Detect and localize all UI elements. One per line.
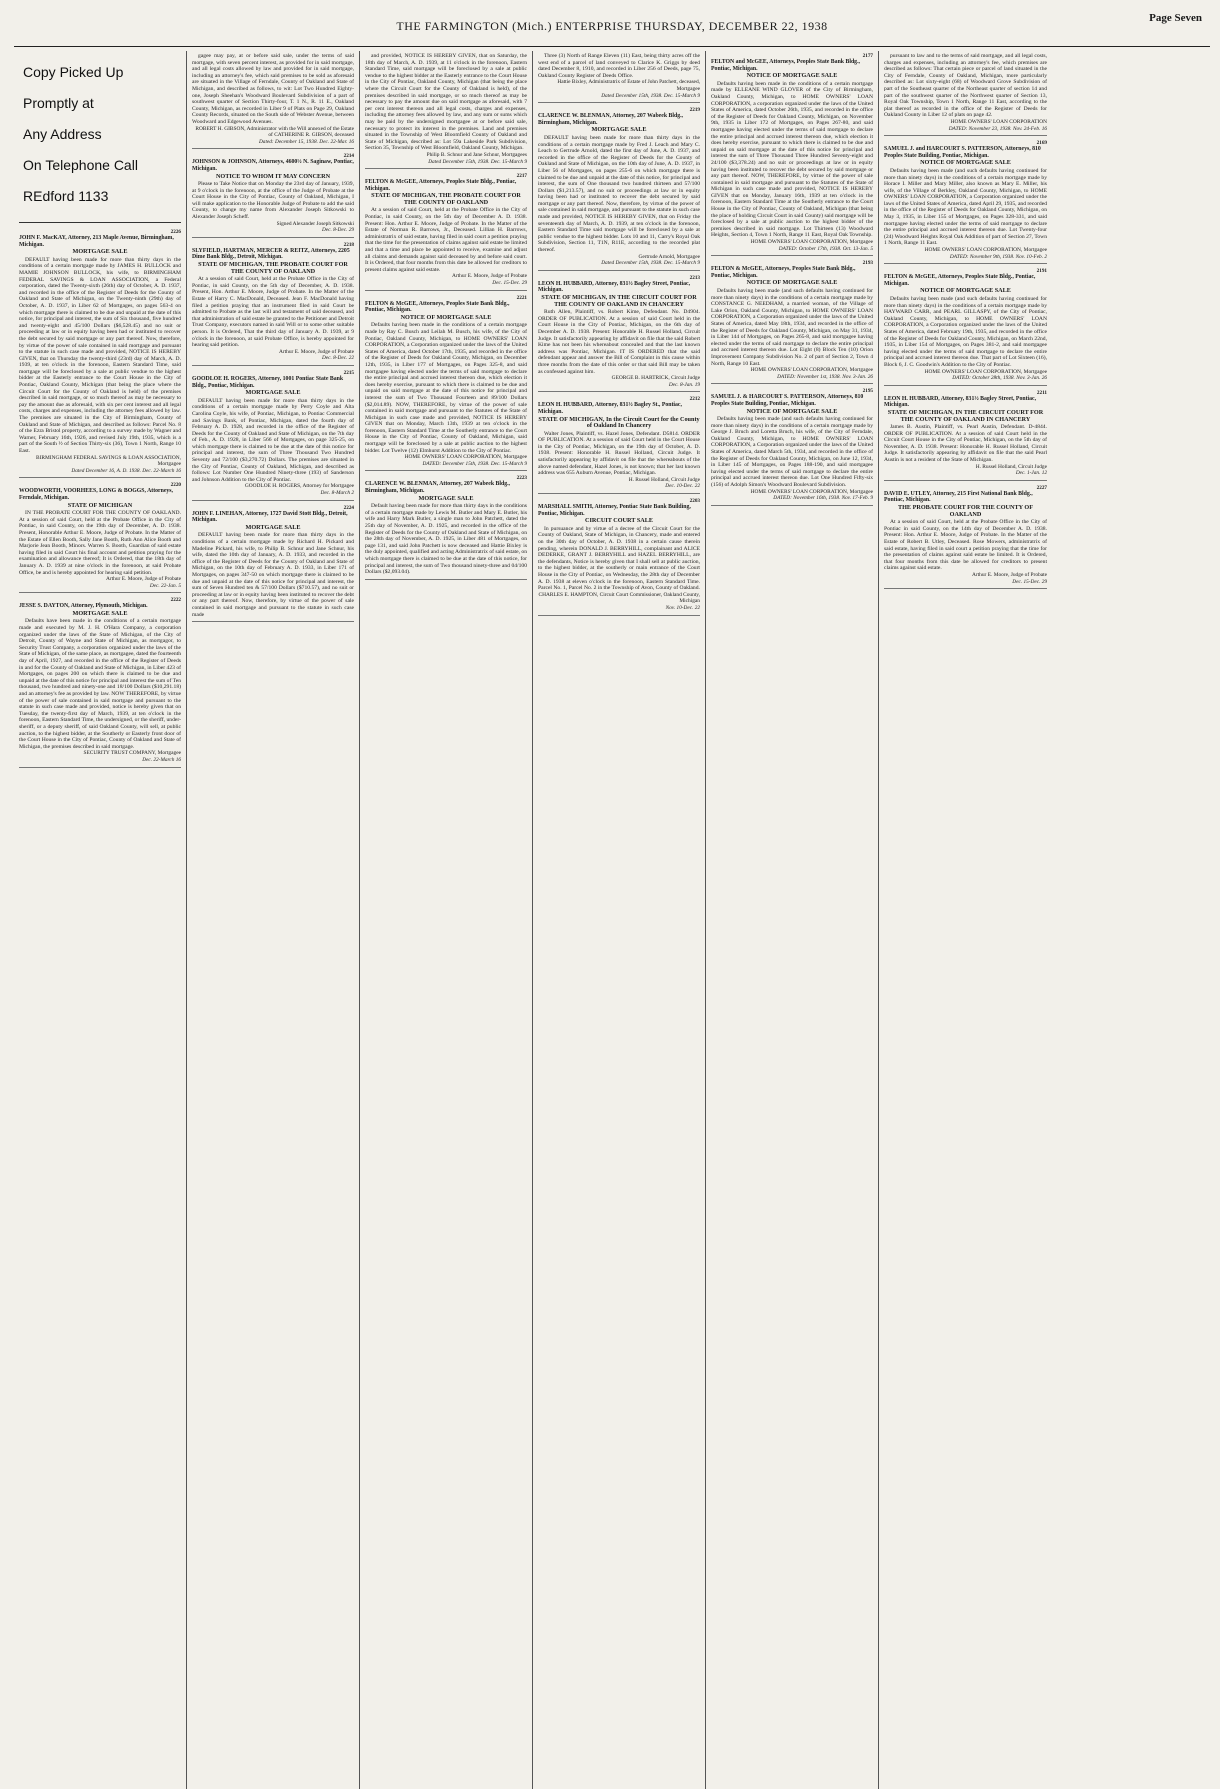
notice-date: Dated December 15th, 1938. Dec. 15-March 9 xyxy=(601,92,700,99)
notice-number: 2217 xyxy=(516,173,527,180)
notice-attorney: LEON H. HUBBARD, Attorney, 831½ Bagley St., Pontiac, Michigan. xyxy=(538,402,682,415)
notice-date: Dec. 22-Jan. 5 xyxy=(149,582,181,589)
notice-title: MORTGAGE SALE xyxy=(591,126,647,134)
notice-title: NOTICE OF MORTGAGE SALE xyxy=(920,287,1011,295)
notice-body: Defaults have been made in the conditions of a certain mortgage made and executed by M. J. H. O'Hara Company, a corporation organized under the laws of the State of Michigan, of the City of Detroit, County of Wayne and State of Michigan, as mortgagor, to Security Trust Company, a corporation organized under the laws of the State of Michigan, of the same place, as mortgagee, dated the fourteenth day of April, 1927, and recorded in the office of the Register of Deeds in and for the County of Oakland and State of Michigan, in Liber 423 of Mortgages, on pages 200 on which there is claimed to be due and unpaid at the date of this notice for principal and interest the sum of Ten thousand, two hundred and ninety-one and 18/100 Dollars ($10,291.18) and an attorney's fee as provided by law. NOW THEREFORE, by virtue of the power of sale contained in said mortgage and pursuant to the statute in such case made and provided, notice is hereby given that on Tuesday, the twenty-first day of March, 1939, at ten o'clock in the forenoon, Eastern Standard Time, the undersigned, or the sheriff, under-sheriff, or a deputy sheriff, of said Oakland County, will sell, at public auction, to the highest bidder, at the Southerly or Easterly front door of the Court House in the City of Pontiac, County of Oakland and State of Michigan, the premises described in said mortgage. xyxy=(19,618,181,750)
notice-body: Defaults having been made (and such defaults having continued for more than ninety days) in the conditions of a certain mortgage made by CONSTANCE G. NEEDHAM, a married woman, of the Village of Lake Orion, Oakland County, Michigan, to HOME OWNERS' LOAN CORPORATION, a Corporation organized under the laws of the United States of America, dated May 18th, 1934, and recorded in the office of the Register of Deeds for Oakland County, Michigan, on May 31, 1934, in Liber 144 of Mortgages, on Pages 265-8, and said mortgagee having elected under the terms of said mortgage to declare the entire principal and accrued interest thereon due. Lot Eight (8) Block Ten (10) Orion Improvement Company Subdivision No. 2 of part of Section 2, Town 4 North, Range 10 East. xyxy=(711,288,873,367)
notice-signature: CHARLES E. HAMPTON, Circuit Court Commissioner, Oakland County, Michigan xyxy=(538,591,700,605)
legal-notice xyxy=(365,51,527,169)
notice-date: Dec. 8-Dec. 29 xyxy=(321,227,354,234)
notice-title: STATE OF MICHIGAN, IN THE CIRCUIT COURT FOR THE COUNTY OF OAKLAND IN CHANCERY xyxy=(887,408,1044,423)
notice-title: STATE OF MICHIGAN xyxy=(67,501,133,509)
notice-title: STATE OF MICHIGAN, IN THE CIRCUIT COURT FOR THE COUNTY OF OAKLAND IN CHANCERY xyxy=(541,294,697,308)
notice-title: NOTICE OF MORTGAGE SALE xyxy=(746,72,838,80)
legal-notice xyxy=(884,266,1047,386)
notice-date: Dec. 8-March 2 xyxy=(320,490,354,497)
notice-body: Defaults having been made (and such defaults having continued for more than ninety days) in the conditions of a certain mortgage made by George J. Bruch and Loretta Bruch, his wife, of the City of Ferndale, Oakland County, Michigan, to HOME OWNERS' LOAN CORPORATION, a Corporation organized under the laws of the United States of America, dated March 5th, 1934, and recorded in the office of the Register of Deeds for Oakland County, Michigan, on June 12, 1934, in Liber 145 of Mortgages, on Pages 188-190, and said mortgagee having elected under the terms of said mortgage to declare the entire principal and accrued interest thereon due. Lot One Hundred Fifty-six (156) of Adolph Simon's Woodward Boulevard Subdivision. xyxy=(711,416,873,489)
notice-signature: ROBERT H. GIBSON, Administrator with the Will annexed of the Estate of CATHERINE R. GIBSON, deceased xyxy=(195,125,354,139)
notice-signature: GEORGE B. HARTRICK, Circuit Judge xyxy=(611,375,700,382)
notice-attorney: LEON H. HUBBARD, Attorney, 831½ Bagley Street, Pontiac, Michigan. xyxy=(538,280,691,294)
legal-notice xyxy=(711,258,873,384)
copy-ad-line2: Promptly at xyxy=(23,95,94,111)
legal-notice xyxy=(538,105,700,271)
notice-title: THE PROBATE COURT FOR THE COUNTY OF OAKLAND xyxy=(897,504,1033,518)
notice-signature: BIRMINGHAM FEDERAL SAVINGS & LOAN ASSOCIATION, Mortgagee xyxy=(36,454,181,468)
notice-attorney: FELTON & McGEE, Attorneys, Peoples State Bank Bldg., Pontiac, Michigan. xyxy=(711,266,856,279)
notice-number: 2215 xyxy=(343,369,354,376)
notice-body: and provided, NOTICE IS HEREBY GIVEN, that on Saturday, the 18th day of March, A. D. 1939, at 11 o'clock in the forenoon, Eastern Standard Time, said mortgage will be foreclosed by a sale at public vendue to the highest bidder at the Easterly entrance to the Court House in the City of Pontiac, Oakland County, Michigan (that being the place where the Circuit Court for the County of Oakland is held), of the premises described in said mortgage, or so much thereof as may be necessary to pay the amount due on said mortgage as aforesaid, with 7 per cent interest thereon and all legal costs, charges and expenses, including the attorney fees allowed by law, and any sum or sums which may be paid by the undersigned mortgagee at or before said sale, necessary to protect its interest in the premises. Land and premises situated in the Township of West Bloomfield County of Oakland and State of Michigan, described as: Lot 59a Lakeside Park Subdivision, Section 35, Township of West Bloomfield, Oakland County, Michigan. xyxy=(365,53,527,152)
notice-body: Defaults having been made in the conditions of a certain mortgage made by Ray C. Busch and Leilah M. Busch, his wife, of the City of Pontiac, Oakland County, Michigan, to HOME OWNERS' LOAN CORPORATION, a Corporation organized under the laws of the United States of America, dated October 17th, 1935, and recorded in the office of the Register of Deeds for Oakland County, Michigan, on December 12th, 1935, in Liber 177 of Mortgages, on Pages 325-8, and said mortgagee having elected under the terms of said mortgage to declare the entire principal and accrued interest thereon due, which election it does hereby exercise, pursuant to which there is claimed to be due and unpaid on said mortgage at the date of this notice for principal and interest the sum of Two Thousand Fourteen and 89/100 Dollars ($2,014.89). NOW, THEREFORE, by virtue of the power of sale contained in said mortgage and pursuant to the Statutes of the State of Michigan in such case made and provided, NOTICE IS HEREBY GIVEN that on Monday, March 13th, 1939 at ten o'clock in the forenoon, Eastern Standard Time at the Southerly entrance to the Court House in the City of Pontiac, County of Oakland, Michigan, said mortgage will be foreclosed by a sale at public auction to the highest bidder. Lot Twelve (12) Elmhurst Addition to the City of Pontiac. xyxy=(365,322,527,454)
legal-notice xyxy=(711,51,873,256)
notice-number: 2191 xyxy=(1036,268,1047,275)
notice-date: DATED: November 23, 1938. Nov. 24-Feb. 16 xyxy=(948,125,1047,132)
notice-number: 2227 xyxy=(1036,484,1047,491)
notice-number: 2220 xyxy=(170,482,181,489)
notice-signature: H. Russel Holland, Circuit Judge xyxy=(975,463,1047,470)
notice-date: Dec. 10-Dec. 22 xyxy=(665,483,700,490)
notice-number: 2169 xyxy=(1036,140,1047,147)
notice-body: At a session of said Court, held at the Probate Office in the City of Pontiac, in said County, on the 5th day of December A. D. 1938. Present: Hon. Arthur E. Moore, Judge of Probate. In the Matter of the Estate of Norman R. Barrows, Jr., Deceased. Lillian H. Barrows, administratrix of said estate, having filed in said court a petition praying that the time for the presentation of claims against said estate be limited and that a time and place be appointed to receive, examine and adjust all claims and demands against said deceased by and before said court. It is Ordered, that four months from this date be allowed for creditors to present claims against said estate. xyxy=(365,207,527,273)
notice-title: MORTGAGE SALE xyxy=(245,389,301,397)
notice-attorney: FELTON & McGEE, Attorneys, Peoples State Bldg., Pontiac, Michigan. xyxy=(365,179,517,192)
notice-title: NOTICE OF MORTGAGE SALE xyxy=(920,159,1011,167)
notice-title: MORTGAGE SALE xyxy=(245,523,301,531)
columns xyxy=(14,51,1210,1789)
notice-attorney: JESSE S. DAYTON, Attorney, Plymouth, Michigan. xyxy=(19,603,148,610)
notice-title: NOTICE OF MORTGAGE SALE xyxy=(746,279,838,287)
notice-date: DATED: October 28th, 1938. Nov. 3-Jan. 26 xyxy=(952,375,1047,382)
copy-ad-line4: On Telephone Call xyxy=(23,157,138,173)
notice-attorney: CLARENCE W. BLENMAN, Attorney, 207 Wabeek Bldg., Birmingham, Michigan. xyxy=(538,113,683,126)
legal-notice xyxy=(365,293,527,472)
legal-notice xyxy=(192,368,354,501)
notice-body: In pursuance and by virtue of a decree of the Circuit Court for the County of Oakland, State of Michigan, in Chancery, made and entered on the 30th day of October, A. D. 1938 in a certain cause therein pending, wherein DONALD J. BERRYHILL, complainant and ALICE DEDERKE, GRANT J. BERRYHILL and HAZEL BERRYHILL, are the defendants, Notice is hereby given that I shall sell at public auction, to the highest bidder, at the southerly or main entrance of the Court House in the City of Pontiac, on Wednesday, the 28th day of December A. D. 1938 at eleven o'clock in the forenoon, Eastern Standard Time. Parcel No. 1, Parcel No. 2 in the Township of Avon, County of Oakland. xyxy=(538,525,700,592)
notice-body: At a session of said Court, held at the Probate Office in the City of Pontiac in said County, on the 14th day of December A. D. 1938. Present: Hon. Arthur E. Moore, Judge of Probate. In the Matter of the Estate of Robert B. Utley, Deceased. Rose Mowers, administratrix of said estate, having filed in said court a petition praying that the time for the presentation of claims against said estate be limited. It is Ordered, that four months from this date be allowed for creditors to present claims against said estate. xyxy=(884,519,1047,572)
notice-date: DATED: October 17th, 1938. Oct. 13-Jan. 5 xyxy=(778,245,873,252)
legal-notice xyxy=(365,473,527,579)
notice-title: MORTGAGE SALE xyxy=(72,248,128,256)
notice-signature: Gertrude Arnold, Mortgagee xyxy=(638,253,700,260)
notice-date: DATED: November 16th, 1938. Nov. 17-Feb. 9 xyxy=(773,495,873,502)
notice-date: Dec. 8-Jan. 19 xyxy=(668,381,700,388)
notice-title: MORTGAGE SALE xyxy=(418,494,474,502)
notice-number: 2195 xyxy=(862,388,873,395)
notice-number: 2212 xyxy=(689,396,700,403)
legal-notice xyxy=(538,394,700,494)
notice-signature: Arthur E. Moore, Judge of Probate xyxy=(971,571,1047,578)
column-6 xyxy=(879,51,1052,1789)
notice-date: DATED: November 1st, 1938. Nov. 3-Jan. 26 xyxy=(777,373,873,380)
notice-body: DEFAULT having been made for more than thirty days in the conditions of a certain mortgage made by JAMES H. BULLOCK and MAMIE JOHNSON BULLOCK, his wife, to BIRMINGHAM FEDERAL SAVINGS & LOAN ASSOCIATION, a Federal corporation, dated the Twenty-sixth (26th) day of October, A. D. 1937, and recorded in the office of the Register of Deeds for the County of Oakland and State of Michigan, on the Twenty-ninth (29th) day of October, A. D. 1937, in Liber 62 of Mortgages, on pages 563-4 on which mortgage there is claimed to be due and unpaid at the date of this notice, for principal and interest, the sum of Six thousand, five hundred and twenty-eight and 45/100 Dollars ($6,528.45) and no suit or proceeding at law or in equity having been had or instituted to recover the debt secured by said mortgage or any part thereof. Now, therefore, by virtue of the power of sale contained in said mortgage and pursuant to the statute in such case made and provided, NOTICE IS HEREBY GIVEN, that on Thursday the twenty-third (23rd) day of March, A. D. 1939, at ten o'clock in the forenoon, Eastern Standard Time, said mortgage will be foreclosed by a sale at public vendue to the highest bidder at the Easterly entrance to the Court House in the City of Pontiac, Oakland County, Michigan (that being the place where the Circuit Court for the County of Oakland is held) of the premises described in said mortgage, or so much thereof as may be necessary to pay the amount due as aforesaid, with six per cent interest and all legal costs, charges and expenses, including the attorney fees allowed by law. The premises are situated in the City of Birmingham, County of Oakland and State of Michigan, and described as follows: Parcel No. 8 of the Ezra Bristol property, according to a survey made by Wagner and Warner, February 16th, 1926, and revised July 19th, 1935, which is a part of the South ½ of Section Thirty-six (36), Town 1 North, Range 10 East. xyxy=(19,256,181,454)
notice-date: Nov. 10-Dec. 22 xyxy=(665,604,700,611)
legal-notice xyxy=(192,51,354,149)
notice-body: DEFAULT having been made for more than thirty days in the conditions of a certain mortgage made by Perry Coyle and Alta Carolina Coyle, his wife, of Pontiac, Michigan, to Pontiac Commercial and Savings Bank, of Pontiac, Michigan, dated the fourth day of February A. D. 1928, and recorded in the office of the Register of Deeds for the County of Oakland and State of Michigan, on the 7th day of Feb., A. D. 1928, in Liber 566 of Mortgages, on page 325-25, on which mortgage there is claimed to be due at the date of this notice for principal and interest, the sum of Three Thousand Two Hundred Seventy and 72/100 ($3,270.72) Dollars. The premises are situated in the City of Pontiac, County of Oakland, Michigan, and described as follows: Lot Number One Hundred Ninety-three (193) of Sanderson and Johnson Addition to the City of Pontiac. xyxy=(192,397,354,483)
legal-notice xyxy=(884,388,1047,481)
notice-signature: HOME OWNERS' LOAN CORPORATION, Mortgagee xyxy=(750,367,873,374)
notice-number: 2224 xyxy=(343,504,354,511)
notice-title: NOTICE OF MORTGAGE SALE xyxy=(400,313,492,321)
notice-date: Dec. 1-Jan. 12 xyxy=(1015,470,1047,477)
notice-number: 2214 xyxy=(343,153,354,160)
legal-notice xyxy=(884,51,1047,136)
copy-ad-line1: Copy Picked Up xyxy=(23,64,124,80)
notice-body: Three (3) North of Range Eleven (11) East, being thirty acres off the west end of a parcel of land conveyed to Clarice K. Griggs by deed dated December 8, 1910, and recorded in Liber 256 of Deeds, page 75, Oakland County Register of Deeds Office. xyxy=(538,53,700,79)
notice-attorney: WOODWORTH, VOORHEES, LONG & BOGGS, Attorneys, Ferndale, Michigan. xyxy=(19,488,174,501)
notice-signature: Arthur E. Moore, Judge of Probate xyxy=(105,576,181,583)
notice-body: Default having been made for more than thirty days in the conditions of a certain mortgage made by Lewis M. Butler and Mary E. Butler, his wife and Harry Mark Butler, a single man to John Patchett, dated the 25th day of November, A. D. 1925, and recorded in the office of the Register of Deeds for the County of Oakland and State of Michigan, on the 28th day of November, A. D. 1925, in Liber 481 of Mortgages, on page 131, and said John Patchett is now deceased and Hattie Bixley is the duly appointed, qualified and acting Administratrix of said estate, on which mortgage there is claimed to be due at the date of this notice, for principal and interest, the sum of Two thousand ninety-three and 04/100 Dollars ($2,093.04). xyxy=(365,503,527,576)
notice-date: Dated: December 15, 1938. Dec. 22-Mar. 16 xyxy=(258,138,354,145)
notice-attorney: SLYFIELD, HARTMAN, MERCER & REITZ, Attorneys, 2205 Dime Bank Bldg., Detroit, Michigan. xyxy=(192,247,350,261)
notice-signature: SECURITY TRUST COMPANY, Mortgagee xyxy=(83,750,181,757)
notice-date: Dec. 22-March 16 xyxy=(142,756,181,763)
masthead-title: THE FARMINGTON (Mich.) ENTERPRISE THURSDAY, DECEMBER 22, 1938 xyxy=(396,18,828,33)
notice-date: Dec. 15-Dec. 29 xyxy=(1012,578,1047,585)
notice-body: DEFAULT having been made for more than thirty days in the conditions of a certain mortgage made by Fred J. Leach and Mary C. Leach to Gertrude Arnold, dated the first day of June, A. D. 1937, and recorded in the office of the Register of Deeds for the County of Oakland and State of Michigan, on the 10th day of June, A. D. 1937, in Liber 56 of Mortgages, on pages 255-6 on which mortgage there is claimed to be due and unpaid at the date of this notice, for principal and interest, the sum of One thousand two hundred thirteen and 57/100 Dollars ($1,213.57), and no suit or proceedings at law or in equity having been had or instituted to recover the debt secured by said mortgage or any part thereof. Now, therefore, by virtue of the power of sale contained in said mortgage, and pursuant to the statute in such case made and provided, NOTICE IS HEREBY GIVEN, that on Friday the seventeenth day of March, A. D. 1939, at ten o'clock in the forenoon, Eastern Standard Time said mortgage will be foreclosed by a sale at public vendue to the highest bidder. Lots 10 and 11, Carry's Royal Oak Subdivision, Section 11, T1N, R11E, according to the recorded plat thereof. xyxy=(538,134,700,254)
legal-notice xyxy=(538,51,700,103)
legal-notice xyxy=(192,503,354,623)
notice-number: 2223 xyxy=(516,475,527,482)
notice-number: 2226 xyxy=(170,229,181,235)
notice-date: Dated December 16, A. D. 1938. Dec. 22-March 16 xyxy=(71,467,181,474)
notice-signature: HOME OWNERS' LOAN CORPORATION, Mortgagee xyxy=(750,239,873,246)
legal-notice xyxy=(19,227,181,478)
notice-attorney: FELTON & McGEE, Attorneys, Peoples State Bank Bldg., Pontiac, Michigan. xyxy=(365,300,510,314)
notice-number: 2193 xyxy=(862,260,873,267)
notice-title: NOTICE OF MORTGAGE SALE xyxy=(746,407,838,415)
notice-number: 2222 xyxy=(170,597,181,604)
notice-title: STATE OF MICHIGAN, THE PROBATE COURT FOR THE COUNTY OF OAKLAND xyxy=(198,261,348,275)
notice-body: At a session of said Court, held at the Probate Office in the City of Pontiac, in said County, on the 5th day of December, A. D. 1938. Present, Hon. Arthur E. Moore, Judge of Probate. In the Matter of the Estate of Harry C. MacDonald, Deceased. Jean F. MacDonald having filed a petition praying that an instrument filed in said Court be admitted to Probate as the last will and testament of said deceased, and that administration of said estate be granted to the Petitioner and Detroit Trust Company, executors named in said Will or to some other suitable person. It is Ordered, That the third day of January A. D. 1939, at 9 o'clock in the forenoon, at said Probate Office, is hereby appointed for hearing said petition. xyxy=(192,276,354,349)
notice-attorney: GOODLOE H. ROGERS, Attorney, 1001 Pontiac State Bank Bldg., Pontiac, Michigan. xyxy=(192,375,344,389)
notice-number: 2221 xyxy=(516,294,527,301)
copy-pickup-ad xyxy=(19,51,181,223)
notice-body: Ruth Allen, Plaintiff, vs. Robert Kime, Defendant. No. D4904. ORDER OF PUBLICATION. At a session of said Court held in the Court House in the City of Pontiac, Michigan, on the 6th day of December A. D. 1938. Present: Honorable H. Russel Holland, Circuit Judge. It satisfactorily appearing by affidavit on file that the said Robert Kime has not been his whereabout concealed and that the last known address was Pontiac, Michigan. IT IS ORDERED that the said defendant appear and answer the Bill of Complaint in this cause within three months from the date of this order or that said Bill may be taken as confessed against him. xyxy=(538,309,700,375)
notice-signature: Arthur E. Moore, Judge of Probate xyxy=(451,273,527,280)
legal-notice xyxy=(192,151,354,238)
notice-title: STATE OF MICHIGAN, THE PROBATE COURT FOR THE COUNTY OF OAKLAND xyxy=(371,192,521,206)
notice-body: pursuant to law and to the terms of said mortgage, and all legal costs, charges and expenses, including an attorney's fee, which premises are described as follows: That certain piece or parcel of land situated in the City of Ferndale, County of Oakland, Michigan, more particularly described as: Lot sixty-eight (68) of Woodward Grove Subdivision of part of the Southeast quarter of the Northeast quarter of section 14 and part of the southwest quarter of the Northwest quarter of Section 13, Royal Oak Township, Town 1 North, Range 11 East, according to the plat thereof as recorded in the office of the Register of Deeds for Oakland County in Liber 12 of plats on page 42. xyxy=(884,53,1047,119)
notice-attorney: JOHN F. MacKAY, Attorney, 213 Maple Avenue, Birmingham, Michigan. xyxy=(19,235,174,248)
legal-notice xyxy=(19,595,181,767)
notice-date: DATED: December 15th, 1938. Dec. 15-March 9 xyxy=(422,460,527,467)
notice-title: CIRCUIT COURT SALE xyxy=(585,517,653,525)
legal-notice xyxy=(365,171,527,291)
notice-body: DEFAULT having been made for more than thirty days in the conditions of a certain mortgage made by Richard H. Pickard and Madeline Pickard, his wife, to Philip B. Schnur and Jane Schnur, his wife, dated the 10th day of January, A. D. 1933, and recorded in the office of the Register of Deeds for the County of Oakland and State of Michigan, on the 10th day of February A. D. 1933, in Liber 171 of Mortgages, on pages 347-50 on which mortgage there is claimed to be due and unpaid at the date of this notice for principal and interest, the sum of Seven Hundred ten & 57/100 Dollars ($710.57), and no suit or proceeding at law or in equity having been instituted to recover the debt or any part thereof. Now, therefore, by virtue of the power of sale contained in said mortgage and pursuant to the statute in such case made xyxy=(192,532,354,618)
notice-body: IN THE PROBATE COURT FOR THE COUNTY OF OAKLAND. At a session of said Court, held at the Probate Office in the City of Pontiac, in said County, on the 19th day of December, A. D. 1938. Present, Honorable Arthur E. Moore, Judge of Probate. In the Matter of the Estate of Ellen Booth, Sally Jane Booth, Ruth Ann Alice Booth and Marjorie Jean Booth, Minors. Warren S. Booth, Guardian of said estate having filed in said Court his final account and petition praying for the examination and allowance thereof; It is Ordered, that the 18th day of January A. D. 1939 at nine o'clock in the forenoon, at said Probate Office, be and is hereby appointed for hearing said petition. xyxy=(19,510,181,576)
notice-signature: H. Russel Holland, Circuit Judge xyxy=(628,476,700,483)
notice-number: 2203 xyxy=(689,498,700,505)
notice-date: DATED: November 9th, 1938. Nov. 10-Feb. 2 xyxy=(949,253,1047,260)
notice-title: STATE OF MICHIGAN, In the Circuit Court for the County of Oakland In Chancery xyxy=(538,415,700,430)
notice-attorney: LEON H. HUBBARD, Attorney, 831½ Bagley Street, Pontiac, Michigan. xyxy=(884,395,1037,409)
notice-signature: Hattie Bixley, Administratrix of Estate of John Patchett, deceased, Mortgagee xyxy=(557,79,700,92)
notice-signature: GOODLOE H. ROGERS, Attorney for Mortgagee xyxy=(244,483,354,490)
notice-number: 2213 xyxy=(689,274,700,281)
notice-attorney: CLARENCE W. BLENMAN, Attorney, 207 Wabeek Bldg., Birmingham, Michigan. xyxy=(365,481,510,495)
legal-notice xyxy=(711,386,873,506)
notice-body: gagee may pay, at or before said sale, under the terms of said mortgage, with seven percent interest, as provided for in said mortgage, and all legal costs allowed by law and provided for in said mortgage, including an attorney's fee, which said premises to be sold as aforesaid are situated in the Village of Ferndale, County of Oakland and State of Michigan, and described as follows, to wit: Lot Two Hundred Eighty-one, Joseph Sheehan's Woodward Boulevard Subdivision of a part of southwest quarter of Section Thirty-four, T. 1 N., R. 11 E., Oakland County, Michigan, as recorded in Liber 9 of Plats on Page 29, Oakland County Records, situated on the South side of Webster Avenue, between Woodward and Edgewood Avenues. xyxy=(192,53,354,125)
notice-signature: Philip B. Schnur and Jane Schnur, Mortgagees xyxy=(426,151,527,158)
page-number: Page Seven xyxy=(1149,12,1202,24)
notice-attorney: SAMUEL J. & HARCOURT S. PATTERSON, Attorneys, 810 Peoples State Building, Pontiac, Michigan. xyxy=(711,394,864,407)
notice-signature: Arthur E. Moore, Judge of Probate xyxy=(278,348,354,355)
legal-notice xyxy=(538,496,700,616)
notice-attorney: JOHNSON & JOHNSON, Attorneys, 4600½ N. Saginaw, Pontiac, Michigan. xyxy=(192,159,354,172)
legal-notice xyxy=(884,138,1047,264)
notice-body: Walter Jones, Plaintiff, vs. Hazel Jones, Defendant. D5814. ORDER OF PUBLICATION. At a session of said Court held in the Court House in the City of Pontiac, Michigan, on the 19th day of October, A. D. 1938. Present: Honorable H. Russel Holland, Circuit Judge. It satisfactorily appearing by affidavit on file that the whereabouts of the above named defendant, Hazel Jones, is not known; that her last known address was 655 Auburn Avenue, Pontiac, Michigan. xyxy=(538,430,700,477)
column-1 xyxy=(14,51,187,1789)
notice-body: Defaults having been made (and such defaults having continued for more than ninety days) in the conditions of a certain mortgage made by HAYWARD CARR, and PEARL GILLASPY, of the City of Pontiac, Oakland County, Michigan, to HOME OWNERS' LOAN CORPORATION, a Corporation organized under the laws of the United States of America, dated February 19th, 1935, and recorded in the office of the Register of Deeds for Oakland County, Michigan, on March 22nd, 1935, in Liber 154 of Mortgages, on Pages 381-2, and said mortgagee having elected under the terms of said mortgage to declare the entire principal and accrued interest thereon due. That part of Lot Sixteen (16), Block 6, J. C. Goodwin's Addition to the City of Pontiac. xyxy=(884,296,1047,368)
legal-notice xyxy=(884,483,1047,589)
notice-signature: Signed Alexander Joseph Sitkowski xyxy=(276,220,354,227)
notice-number: 2211 xyxy=(1036,389,1047,396)
masthead xyxy=(14,6,1210,47)
notice-date: Dated December 15th, 1938. Dec. 15-March 9 xyxy=(428,158,527,165)
notice-attorney: MARSHALL SMITH, Attorney, Pontiac State Bank Building, Pontiac, Michigan. xyxy=(538,504,691,517)
notice-date: Dec. 15-Dec. 29 xyxy=(492,280,527,286)
notice-body: Defaults having been made (and such defaults having continued for more than ninety days) in the conditions of a certain mortgage made by Horace I. Miller and Mary Miller, also known as Mary E. Miller, his wife, of the Village of Berkley, Oakland County, Michigan, to HOME OWNERS' LOAN CORPORATION, a Corporation organized under the laws of the United States of America, dated April 29, 1935, and recorded in the office of the Register of Deeds for Oakland County, Michigan, on May 3, 1935, in Liber 155 of Mortgages, on Pages 328-331, and said mortgagee having elected under the terms of said mortgage to declare the entire principal and accrued interest thereon due. Lot Twenty-four (24) Woodward Heights Royal Oak Addition of part of Section 27, Town 1 North, Range 11 East. xyxy=(884,167,1048,247)
notice-title: NOTICE TO WHOM IT MAY CONCERN xyxy=(215,172,331,180)
notice-number: 2218 xyxy=(343,241,354,248)
notice-number: 2177 xyxy=(862,53,873,59)
notice-attorney: JOHN F. LINEHAN, Attorney, 1727 David Stott Bldg., Detroit, Michigan. xyxy=(192,510,348,524)
notice-attorney: SAMUEL J. and HARCOURT S. PATTERSON, Attorneys, 810 Peoples State Building, Pontiac, Michigan. xyxy=(884,146,1041,159)
copy-ad-line3: Any Address xyxy=(23,126,102,142)
column-3 xyxy=(360,51,533,1789)
notice-date: Dec. 8-Dec. 22 xyxy=(321,355,354,362)
legal-notice xyxy=(19,480,181,593)
notice-title: MORTGAGE SALE xyxy=(72,609,128,617)
legal-notice xyxy=(192,240,354,366)
notice-signature: HOME OWNERS' LOAN CORPORATION, Mortgagee xyxy=(750,488,873,495)
column-4 xyxy=(533,51,706,1789)
notice-number: 2219 xyxy=(689,107,700,114)
notice-signature: HOME OWNERS' LOAN CORPORATION xyxy=(950,118,1047,125)
notice-body: James B. Austin, Plaintiff, vs. Pearl Austin, Defendant. D-4844. ORDER OF PUBLICATION. At a session of said Court held in the Circuit Court House in the City of Pontiac, Michigan, on the 5th day of November, A. D. 1938. Present: Honorable H. Russel Holland, Circuit Judge. It satisfactorily appearing by affidavit on file that the said Pearl Austin is not a resident of the State of Michigan. xyxy=(884,424,1047,464)
copy-ad-line5: REdford 1133 xyxy=(23,188,109,204)
notice-date: Dated December 15th, 1938. Dec. 15-March 9 xyxy=(601,260,700,267)
notice-body: Please to Take Notice that on Monday the 23rd day of January, 1939, at 9 o'clock in the forenoon, at the office of the Judge of Probate at the Court House in the City of Pontiac, County of Oakland, Michigan, I will make application to the Honorable Judge of Probate to add the said County, to change my name from Alexander Joseph Sitkowski to Alexander Joseph Scheff. xyxy=(192,181,354,221)
column-2 xyxy=(187,51,360,1789)
column-5 xyxy=(706,51,879,1789)
notice-signature: HOME OWNERS' LOAN CORPORATION, Mortgagee xyxy=(924,247,1047,254)
notice-signature: HOME OWNERS' LOAN CORPORATION, Mortgagee xyxy=(404,454,527,461)
notice-attorney: FELTON & McGEE, Attorneys, Peoples State Bldg., Pontiac, Michigan. xyxy=(884,274,1036,287)
notice-body: Defaults having been made in the conditions of a certain mortgage made by ELLEANE WIND GLOVER of the City of Birmingham, Oakland County, Michigan, to HOME OWNERS' LOAN CORPORATION, a corporation organized under the laws of the United States of America, dated October 26th, 1935, and recorded in the office of the Register of Deeds for Oakland County, Michigan, on November 9th, 1935 in Liber 172 of Mortgages, on Pages 267-80, and said mortgagee having elected under the terms of said mortgage to declare the entire principal and accrued interest thereon due, which election it does hereby exercise, pursuant to which there is claimed to be due and unpaid on said mortgage at the date of this notice for principal and interest the sum of Three Thousand Three Hundred Seventy-eight and 24/100 ($3,378.24) and no suit or proceedings at law or in equity having been instituted to recover the debt secured by said mortgage or any part thereof. NOW, THEREFORE, by virtue of the power of sale contained in said mortgage and pursuant to the Statutes of the State of Michigan in such case made and provided, NOTICE IS HEREBY GIVEN that on Monday, January 16th, 1939 at ten o'clock in the forenoon, Eastern Standard Time at the Southerly entrance to the Court House in the City of Pontiac, County of Oakland, Michigan (that being the place of holding Circuit Court in said County) said mortgage will be foreclosed by a sale at public auction to the highest bidder of the premises described in said mortgage. Lot Thirteen (13) Woodward Heights, Section 4, Town 1 North, Range 11 East, Royal Oak Township. xyxy=(711,80,873,239)
notice-attorney: FELTON and McGEE, Attorneys, Peoples State Bank Bldg., Pontiac, Michigan. xyxy=(711,59,860,72)
notice-signature: HOME OWNERS' LOAN CORPORATION, Mortgagee xyxy=(924,368,1047,375)
legal-notice xyxy=(538,273,700,393)
notice-attorney: DAVID E. UTLEY, Attorney, 215 First National Bank Bldg., Pontiac, Michigan. xyxy=(884,490,1033,504)
